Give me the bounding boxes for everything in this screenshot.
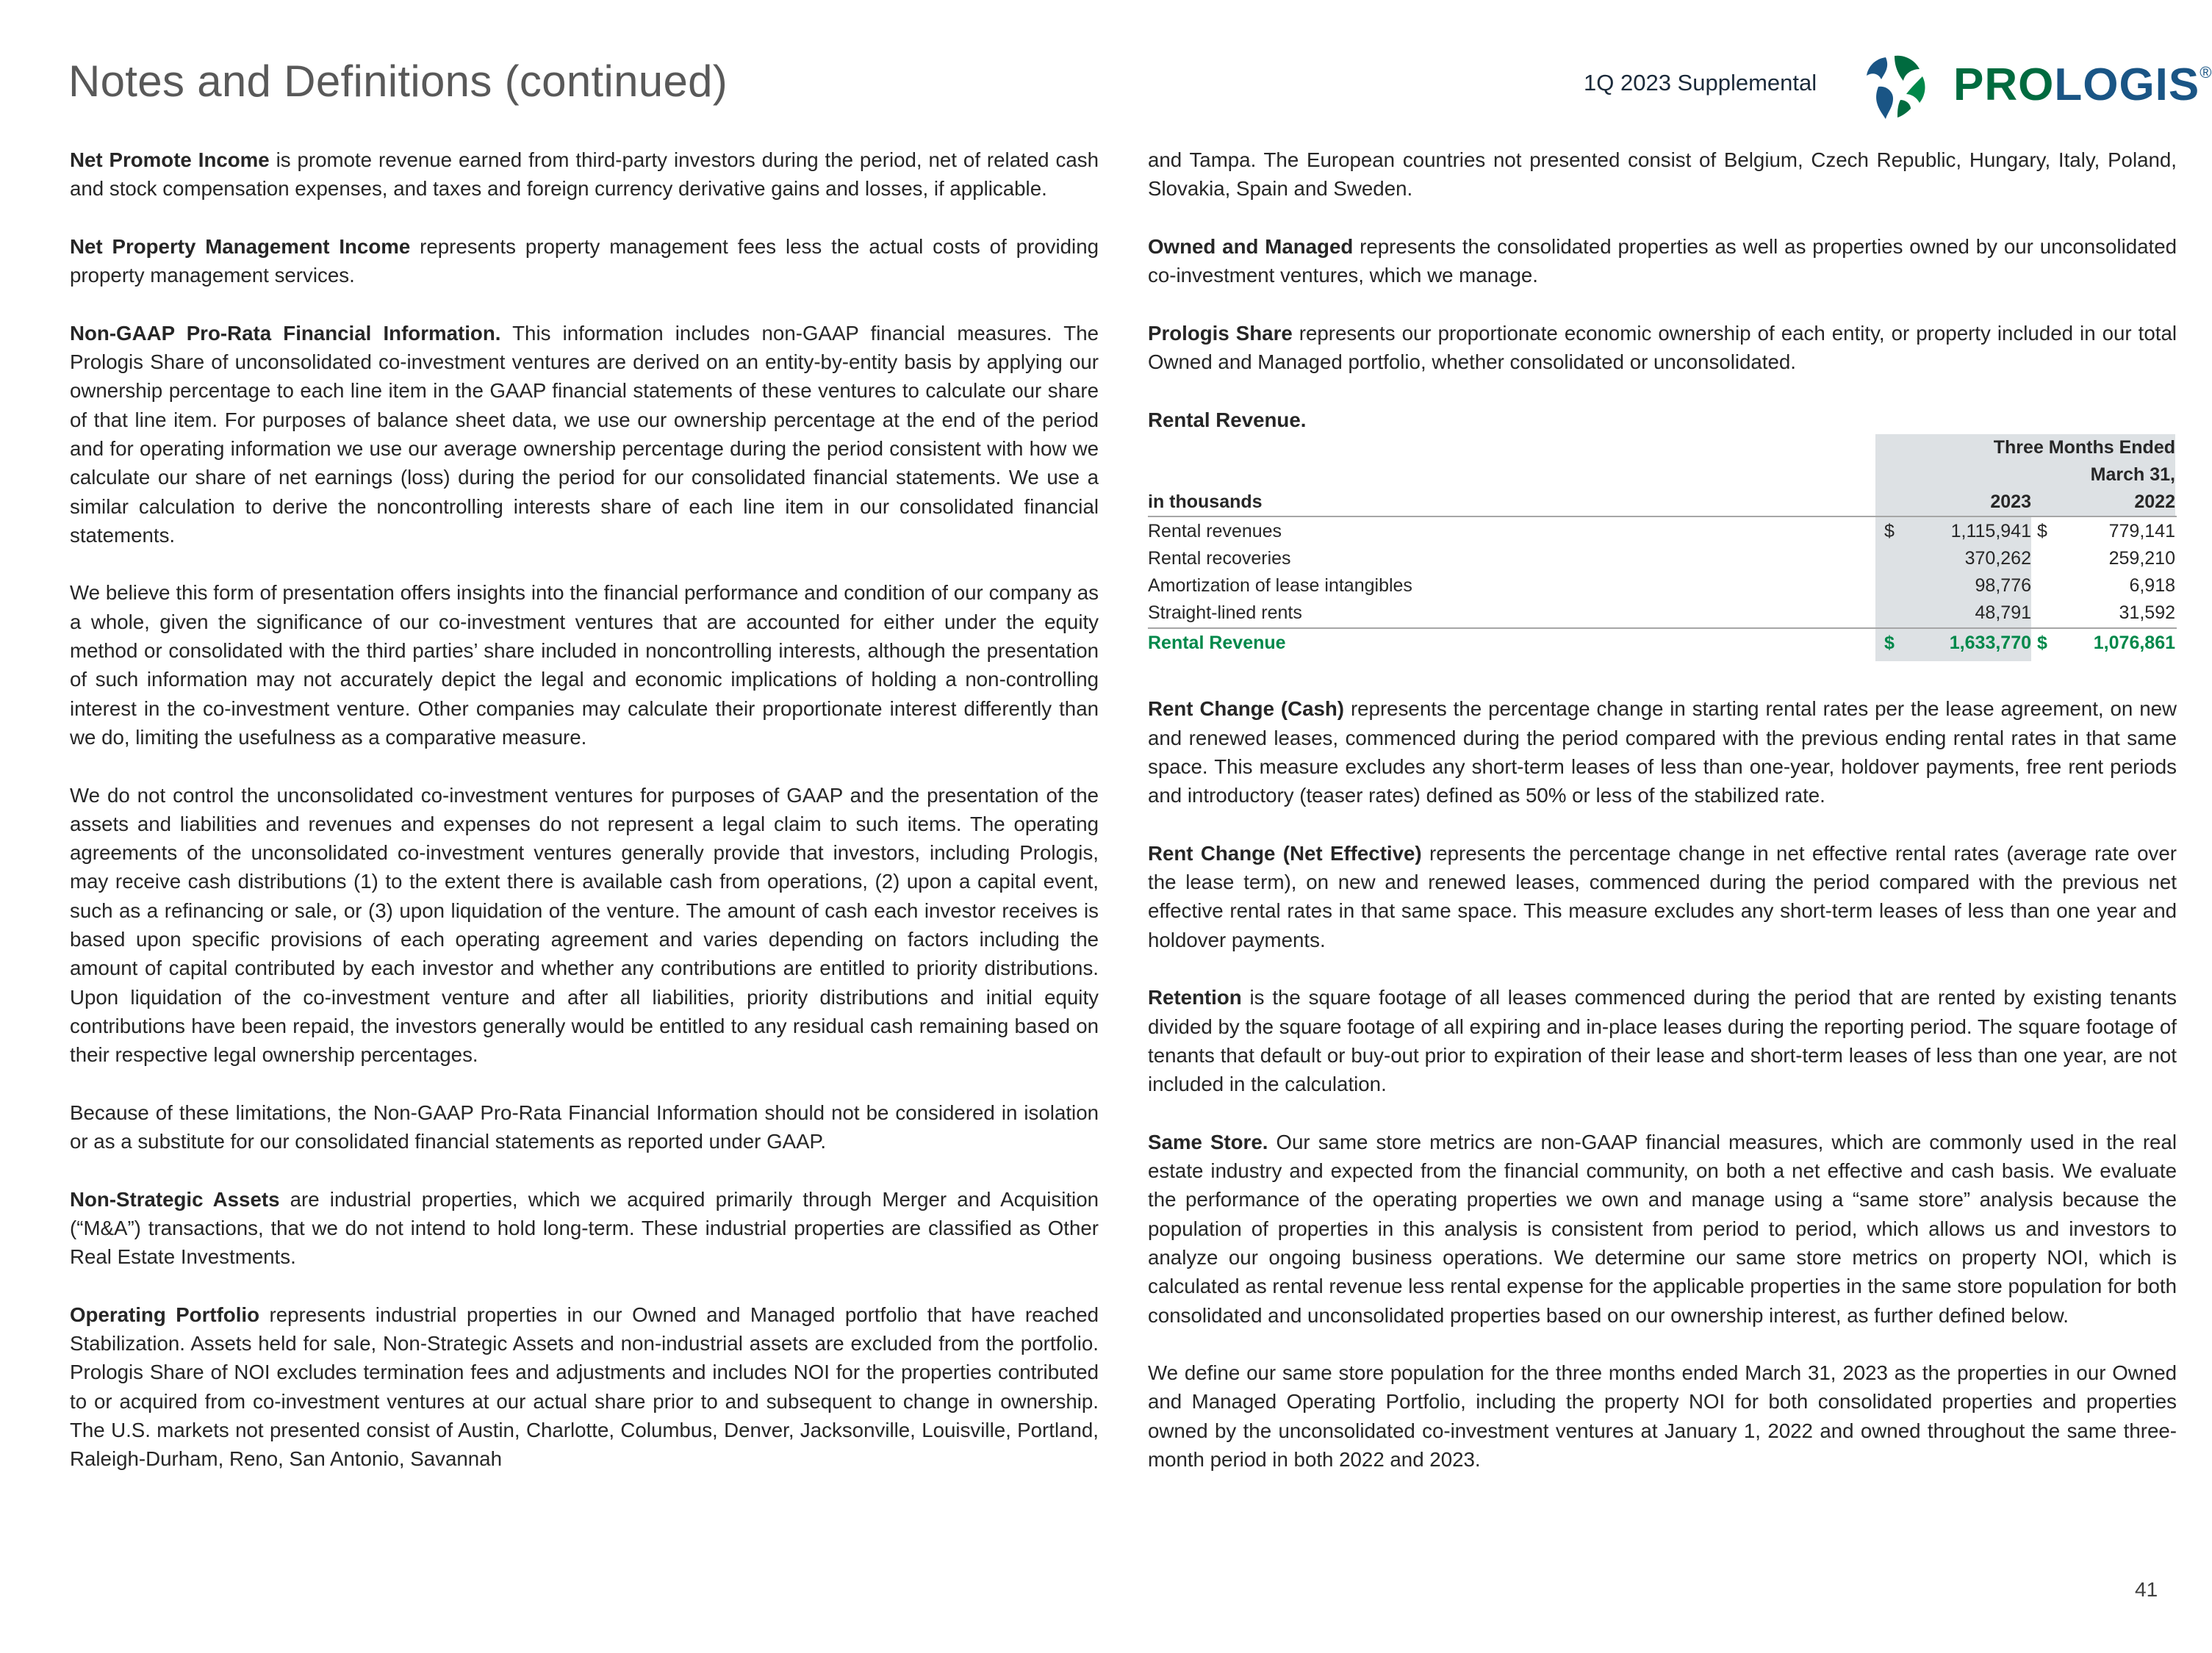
paragraph-non-strategic-assets: [70, 1185, 1099, 1272]
paragraph-rent-change-net-effective: [1148, 839, 2177, 954]
globe-logo-icon: [1859, 51, 1933, 121]
definition: represents the consolidated properties as well as properties owned by our unconsolidated co-investment ventures, which we manage.: [1148, 234, 2177, 287]
paragraph-retention: [1148, 983, 2177, 1098]
currency-symbol: $: [2037, 632, 2047, 653]
definition: are industrial properties, which we acquired primarily through Merger and Acquisition (“M&A”) transactions, that we do not intend to hold long-term. These industrial properties are classified as Other Real Estate Investments.: [70, 1187, 1099, 1269]
total-rule: [1148, 627, 2177, 629]
paragraph-net-promote-income: [70, 145, 1099, 204]
paragraph-same-store: [1148, 1128, 2177, 1330]
paragraph-rent-change-cash: [1148, 694, 2177, 810]
currency-symbol: $: [1884, 520, 1895, 541]
currency-symbol: $: [1884, 632, 1895, 653]
column-header-2022: 2022: [2134, 491, 2175, 512]
term: Operating Portfolio: [70, 1303, 260, 1326]
rental-revenue-heading: Rental Revenue.: [1148, 408, 1307, 431]
paragraph-same-store-population: We define our same store population for the three months ended March 31, 2023 as the properties in our Owned and Managed Operating Portfolio, including the property NOI for both consolidated properties and properties owned by the unconsolidated co-investment ventures at January 1, 2022 and owned throughout the same three-month period in both 2022 and 2023.: [1148, 1361, 2177, 1471]
currency-symbol: $: [2037, 520, 2047, 541]
term: Same Store.: [1148, 1130, 1268, 1153]
term: Non-GAAP Pro-Rata Financial Information.: [70, 321, 501, 345]
definition: is promote revenue earned from third-party investors during the period, net of related cash and stock compensation expenses, and taxes and foreign currency derivative gains and losses, if applicable.: [70, 148, 1099, 201]
paragraph-control: We do not control the unconsolidated co-investment ventures for purposes of GAAP and the presentation of the assets and liabilities and revenues and expenses do not represent a legal claim to such items. The operating agreements of the unconsolidated co-investment ventures generally provide that investors, including Prologis, may receive cash distributions (1) to the extent there is available cash from operations, (2) upon a capital event, such as a refinancing or sale, or (3) upon liquidation of the venture. The amount of cash each investor receives is based upon specific provisions of each operating agreement and varies depending on factors including the amount of capital contributed by each investor and whether any contributions are entitled to priority distributions. Upon liquidation of the co-investment venture and after all liabilities, priority distributions and initial equity contributions have been repaid, the investors generally would be entitled to any residual cash remaining based on their respective legal ownership percentages.: [70, 783, 1099, 1067]
prologis-logo: [1859, 51, 2212, 121]
row-label: Straight-lined rents: [1148, 602, 1302, 623]
definition: represents our proportionate economic ownership of each entity, or property included in our total Owned and Managed portfolio, whether consolidated or unconsolidated.: [1148, 321, 2177, 374]
definition: represents industrial properties in our Owned and Managed portfolio that have reached Stabilization. Assets held for sale, Non-Strategic Assets and non-industrial assets are excluded from the portfolio. Prologis Share of NOI excludes termination fees and adjustments and includes NOI for the properties contributed to or acquired from co-investment ventures at our actual share prior to and subsequent to change in ownership. The U.S. markets not presented consist of Austin, Charlotte, Columbus, Denver, Jacksonville, Louisville, Portland, Raleigh-Durham, Reno, San Antonio, Savannah: [70, 1303, 1099, 1471]
term: Rent Change (Net Effective): [1148, 841, 1422, 865]
logo-text-pro: PRO: [1953, 60, 2055, 110]
left-column: [70, 145, 1099, 1502]
rental-revenue-table: [1148, 434, 2177, 666]
column-header-2023: 2023: [1990, 491, 2031, 512]
page-title: Notes and Definitions (continued): [68, 57, 728, 106]
term: Non-Strategic Assets: [70, 1187, 280, 1211]
period-header-line1: Three Months Ended: [1993, 436, 2175, 458]
right-column: [1148, 145, 2177, 1503]
definition: represents property management fees less the actual costs of providing property management services.: [70, 234, 1099, 287]
row-value-2023: 98,776: [1975, 575, 2031, 596]
period-header-line2: March 31,: [2090, 464, 2175, 485]
paragraph-prologis-share: [1148, 319, 2177, 377]
paragraph-non-gaap: [70, 319, 1099, 550]
row-value-2022: 259,210: [2108, 547, 2175, 569]
paragraph-net-property-management-income: [70, 232, 1099, 290]
term: Rent Change (Cash): [1148, 697, 1345, 721]
term: Retention: [1148, 986, 1242, 1009]
total-value-2022: 1,076,861: [2093, 632, 2175, 653]
row-value-2022: 779,141: [2108, 520, 2175, 541]
header-rule: [1148, 516, 2177, 517]
paragraph-operating-portfolio: [70, 1300, 1099, 1474]
row-value-2022: 31,592: [2119, 602, 2175, 623]
page-number: 41: [2135, 1578, 2158, 1601]
supplemental-label: 1Q 2023 Supplemental: [1584, 70, 1817, 96]
paragraph-presentation-insights: We believe this form of presentation offers insights into the financial performance and condition of our company as a whole, given the significance of our co-investment ventures that are accounted for either under the equity method or consolidated with the third parties’ share included in noncontrolling interests, although the presentation of such information may not accurately depict the legal and economic implications of holding a non-controlling interest in the co-investment venture. Other companies may calculate their proportionate interest differently than we do, limiting the usefulness as a comparative measure.: [70, 581, 1099, 749]
definition: is the square footage of all leases commenced during the period that are rented by existing tenants divided by the square footage of all expiring and in-place leases during the reporting period. The square footage of tenants that default or buy-out prior to expiration of their lease and short-term leases of less than one year, are not included in the calculation.: [1148, 986, 2177, 1096]
definition: This information includes non-GAAP financial measures. The Prologis Share of unconsolidated co-investment ventures are derived on an entity-by-entity basis by applying our ownership percentage to each line item in the GAAP financial statements of these ventures to calculate our share of that line item. For purposes of balance sheet data, we use our ownership percentage at the end of the period and for operating information we use our average ownership percentage during the period consistent with how we calculate our share of net earnings (loss) during the period for our consolidated financial statements. We use a similar calculation to derive the noncontrolling interests share of each line item in our consolidated financial statements.: [70, 321, 1099, 547]
term: Net Property Management Income: [70, 234, 411, 258]
row-label: Rental revenues: [1148, 520, 1282, 541]
paragraph-limitations: Because of these limitations, the Non-GAAP Pro-Rata Financial Information should not be considered in isolation or as a substitute for our consolidated financial statements as reported under GAAP.: [70, 1101, 1099, 1153]
term: Prologis Share: [1148, 321, 1293, 345]
units-label: in thousands: [1148, 491, 1263, 512]
definition: represents the percentage change in starting rental rates per the lease agreement, on new and renewed leases, commenced during the period compared with the previous ending rental rates in that same space. This measure excludes any short-term leases of less than one-year, holdover payments, free rent periods and introductory (teaser rates) defined as 50% or less of the stabilized rate.: [1148, 697, 2177, 807]
total-label: Rental Revenue: [1148, 632, 1286, 653]
term: Owned and Managed: [1148, 234, 1354, 258]
row-value-2023: 370,262: [1964, 547, 2031, 569]
row-value-2023: 1,115,941: [1950, 520, 2031, 541]
term: Net Promote Income: [70, 148, 270, 171]
logo-text-logis: LOGIS: [2054, 60, 2200, 110]
definition: represents the percentage change in net effective rental rates (average rate over the lease term), on new and renewed leases, commenced during the period compared with the previous net effective rental rates in that same space. This measure excludes any short-term leases of less than one year and holdover payments.: [1148, 841, 2177, 951]
total-value-2023: 1,633,770: [1949, 632, 2031, 653]
logo-registered-mark: ®: [2200, 63, 2212, 82]
paragraph-continued: and Tampa. The European countries not presented consist of Belgium, Czech Republic, Hungary, Italy, Poland, Slovakia, Spain and Sweden.: [1148, 148, 2177, 201]
paragraph-owned-and-managed: [1148, 232, 2177, 290]
row-label: Amortization of lease intangibles: [1148, 575, 1412, 596]
definition: Our same store metrics are non-GAAP financial measures, which are commonly used in the real estate industry and expected from the financial community, on both a net effective and cash basis. We evaluate the performance of the operating properties we own and manage using a “same store” analysis because the population of properties in this analysis is consistent from period to period, which allows us and investors to analyze our ongoing business operations. We determine our same store metrics on property NOI, which is calculated as rental revenue less rental expense for the applicable properties in the same store population for both consolidated and unconsolidated properties based on our ownership interest, as further defined below.: [1148, 1130, 2177, 1327]
row-label: Rental recoveries: [1148, 547, 1291, 569]
row-value-2023: 48,791: [1975, 602, 2031, 623]
row-value-2022: 6,918: [2129, 575, 2175, 596]
